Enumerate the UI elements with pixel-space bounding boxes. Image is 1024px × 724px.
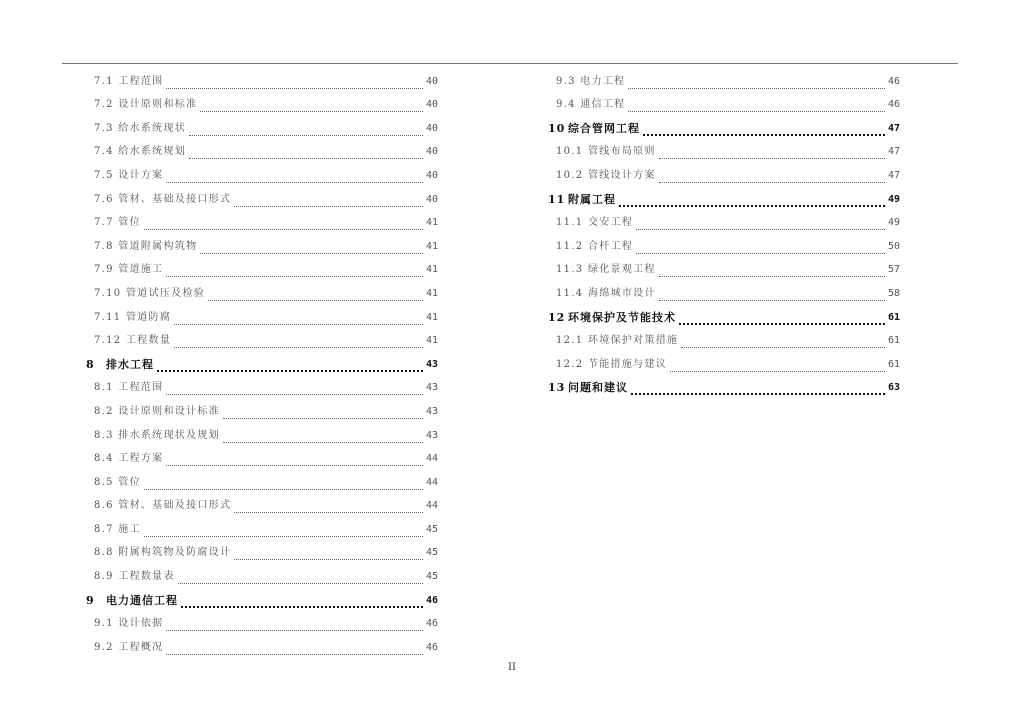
toc-entry[interactable] [86, 516, 438, 540]
toc-entry[interactable] [548, 328, 900, 352]
toc-entry-title: 8.7 施工 [94, 523, 141, 535]
toc-leader-dots [619, 204, 885, 207]
toc-entry-page: 57 [887, 264, 900, 276]
toc-leader-dots [174, 346, 423, 348]
toc-entry[interactable] [86, 611, 438, 635]
toc-entry-page: 49 [887, 217, 900, 229]
toc-entry-title: 7.9 管道施工 [94, 264, 164, 276]
toc-entry-title: 8.1 工程范围 [94, 382, 164, 394]
toc-left-column [86, 68, 438, 658]
toc-entry-page: 46 [425, 641, 438, 653]
toc-entry[interactable] [86, 68, 438, 92]
toc-chapter-title: 综合管网工程 [568, 121, 640, 135]
toc-entry-title: 7.11 管道防腐 [94, 311, 172, 323]
toc-entry-title: 12.2 节能措施与建议 [556, 358, 668, 370]
toc-leader-dots [234, 511, 423, 513]
toc-entry-title: 12.1 环境保护对策措施 [556, 335, 679, 347]
toc-entry[interactable] [86, 304, 438, 328]
toc-leader-dots [208, 299, 423, 301]
toc-entry-page: 47 [887, 122, 900, 134]
toc-leader-dots [631, 392, 885, 395]
toc-leader-dots [174, 323, 423, 325]
toc-entry-page: 46 [887, 75, 900, 87]
toc-entry-title: 9.3 电力工程 [556, 75, 626, 87]
toc-entry-title: 7.1 工程范围 [94, 75, 164, 87]
toc-entry-title [548, 190, 616, 210]
toc-leader-dots [166, 181, 422, 183]
toc-entry[interactable] [86, 446, 438, 470]
toc-leader-dots [144, 535, 423, 537]
toc-entry[interactable] [86, 92, 438, 116]
toc-entry-page: 41 [425, 335, 438, 347]
toc-entry-title [86, 591, 178, 611]
page-number: II [508, 662, 516, 673]
toc-leader-dots [144, 228, 423, 230]
toc-chapter-number: 10 [548, 121, 566, 135]
toc-entry[interactable] [548, 257, 900, 281]
toc-entry-title: 9.2 工程概况 [94, 641, 164, 653]
toc-entry-title [86, 355, 154, 375]
toc-entry[interactable] [548, 233, 900, 257]
toc-entry-title [548, 308, 676, 328]
toc-entry[interactable] [548, 304, 900, 328]
toc-leader-dots [157, 369, 423, 372]
toc-entry-title: 9.4 通信工程 [556, 99, 626, 111]
toc-entry-page: 50 [887, 240, 900, 252]
toc-entry-page: 47 [887, 146, 900, 158]
toc-leader-dots [166, 87, 422, 89]
toc-entry-title: 7.6 管材、基础及接口形式 [94, 193, 232, 205]
toc-entry-page: 41 [425, 311, 438, 323]
toc-leader-dots [659, 157, 885, 159]
toc-entry-title: 7.3 给水系统现状 [94, 122, 187, 134]
toc-entry-page: 61 [887, 335, 900, 347]
toc-entry-page: 49 [887, 193, 900, 205]
toc-leader-dots [223, 417, 423, 419]
toc-entry-page: 44 [425, 500, 438, 512]
toc-chapter-number: 12 [548, 310, 566, 324]
toc-entry[interactable] [86, 210, 438, 234]
toc-entry-page: 43 [425, 382, 438, 394]
toc-leader-dots [223, 441, 423, 443]
toc-chapter-number: 11 [548, 192, 566, 206]
toc-entry-page: 61 [887, 358, 900, 370]
toc-leader-dots [681, 346, 885, 348]
toc-leader-dots [200, 110, 423, 112]
toc-leader-dots [659, 181, 885, 183]
toc-entry-title: 10.1 管线布局原则 [556, 146, 656, 158]
toc-entry-title: 8.6 管材、基础及接口形式 [94, 500, 232, 512]
toc-leader-dots [181, 605, 423, 608]
toc-entry-title: 11.4 海绵城市设计 [556, 287, 656, 299]
toc-entry-page: 43 [425, 405, 438, 417]
toc-entry-title: 11.3 绿化景观工程 [556, 264, 656, 276]
toc-entry-title: 10.2 管线设计方案 [556, 169, 656, 181]
toc-entry[interactable] [86, 186, 438, 210]
toc-entry[interactable] [548, 139, 900, 163]
toc-entry-title: 8.4 工程方案 [94, 453, 164, 465]
toc-leader-dots [659, 299, 885, 301]
toc-leader-dots [189, 157, 423, 159]
toc-entry-page: 44 [425, 453, 438, 465]
toc-chapter-title: 电力通信工程 [106, 593, 178, 607]
toc-leader-dots [659, 275, 885, 277]
toc-entry[interactable] [548, 68, 900, 92]
toc-entry-title: 8.9 工程数量表 [94, 571, 175, 583]
toc-entry-page: 58 [887, 287, 900, 299]
toc-entry-page: 40 [425, 122, 438, 134]
toc-leader-dots [628, 87, 884, 89]
toc-entry-page: 46 [425, 618, 438, 630]
toc-leader-dots [166, 653, 422, 655]
toc-entry[interactable] [86, 469, 438, 493]
toc-entry[interactable] [86, 115, 438, 139]
toc-entry-page: 41 [425, 264, 438, 276]
toc-leader-dots [189, 134, 423, 136]
toc-entry-title: 8.8 附属构筑物及防腐设计 [94, 547, 232, 559]
toc-right-column [548, 68, 900, 398]
toc-entry-title: 11.2 合杆工程 [556, 240, 634, 252]
toc-leader-dots [166, 464, 422, 466]
toc-entry-title [548, 378, 628, 398]
toc-entry-page: 61 [887, 311, 900, 323]
toc-entry[interactable] [86, 328, 438, 352]
toc-entry[interactable] [86, 634, 438, 658]
toc-entry-title: 8.2 设计原则和设计标准 [94, 405, 220, 417]
toc-entry[interactable] [548, 351, 900, 375]
toc-leader-dots [636, 228, 885, 230]
toc-entry[interactable] [548, 92, 900, 116]
toc-leader-dots [636, 252, 885, 254]
toc-leader-dots [144, 488, 423, 490]
toc-entry-page: 40 [425, 99, 438, 111]
toc-entry-title: 7.2 设计原则和标准 [94, 99, 198, 111]
toc-entry[interactable] [86, 398, 438, 422]
toc-entry-page: 40 [425, 193, 438, 205]
toc-leader-dots [166, 393, 422, 395]
toc-entry-page: 45 [425, 547, 438, 559]
toc-entry-page: 41 [425, 217, 438, 229]
toc-leader-dots [166, 275, 422, 277]
toc-leader-dots [234, 558, 423, 560]
toc-entry-title: 9.1 设计依据 [94, 618, 164, 630]
toc-entry-page: 43 [425, 358, 438, 370]
toc-entry-page: 45 [425, 523, 438, 535]
toc-chapter-number: 8 [86, 357, 95, 371]
toc-chapter-number: 13 [548, 381, 566, 395]
toc-entry[interactable] [86, 563, 438, 587]
toc-leader-dots [679, 322, 885, 325]
toc-leader-dots [166, 629, 422, 631]
toc-entry-title: 7.12 工程数量 [94, 335, 172, 347]
toc-chapter-title: 问题和建议 [568, 381, 628, 395]
toc-leader-dots [628, 110, 884, 112]
toc-entry[interactable] [548, 280, 900, 304]
toc-entry[interactable] [86, 233, 438, 257]
toc-entry[interactable] [548, 186, 900, 210]
toc-entry-page: 41 [425, 240, 438, 252]
toc-entry[interactable] [86, 375, 438, 399]
toc-entry-page: 40 [425, 146, 438, 158]
toc-entry[interactable] [86, 493, 438, 517]
toc-entry[interactable] [86, 162, 438, 186]
toc-entry-title: 7.7 管位 [94, 217, 141, 229]
toc-leader-dots [643, 133, 885, 136]
toc-entry-title [548, 119, 640, 139]
toc-entry[interactable] [86, 351, 438, 375]
header-rule [62, 63, 958, 64]
toc-entry[interactable] [86, 587, 438, 611]
toc-entry[interactable] [548, 210, 900, 234]
toc-entry-title: 7.5 设计方案 [94, 169, 164, 181]
toc-entry-page: 40 [425, 169, 438, 181]
toc-entry-title: 11.1 交安工程 [556, 217, 634, 229]
toc-entry[interactable] [86, 280, 438, 304]
toc-entry-page: 43 [425, 429, 438, 441]
toc-chapter-title: 环境保护及节能技术 [568, 310, 676, 324]
toc-entry-title: 7.8 管道附属构筑物 [94, 240, 198, 252]
toc-entry-page: 46 [887, 99, 900, 111]
toc-entry-title: 7.4 给水系统规划 [94, 146, 187, 158]
toc-entry-page: 44 [425, 476, 438, 488]
toc-entry-title: 8.3 排水系统现状及规划 [94, 429, 220, 441]
toc-entry[interactable] [86, 257, 438, 281]
toc-entry-page: 40 [425, 75, 438, 87]
toc-leader-dots [234, 205, 423, 207]
toc-entry-page: 47 [887, 169, 900, 181]
toc-entry[interactable] [86, 540, 438, 564]
toc-chapter-title: 附属工程 [568, 192, 616, 206]
toc-entry[interactable] [86, 422, 438, 446]
toc-entry[interactable] [548, 162, 900, 186]
toc-entry[interactable] [86, 139, 438, 163]
toc-entry[interactable] [548, 115, 900, 139]
toc-entry-title: 7.10 管道试压及检验 [94, 287, 206, 299]
toc-leader-dots [670, 370, 885, 372]
toc-entry-page: 46 [425, 594, 438, 606]
toc-entry[interactable] [548, 375, 900, 399]
toc-entry-page: 45 [425, 571, 438, 583]
toc-leader-dots [200, 252, 423, 254]
toc-chapter-title: 排水工程 [106, 357, 154, 371]
toc-chapter-number: 9 [86, 593, 95, 607]
toc-entry-page: 63 [887, 382, 900, 394]
toc-leader-dots [178, 582, 423, 584]
toc-entry-page: 41 [425, 287, 438, 299]
toc-entry-title: 8.5 管位 [94, 476, 141, 488]
